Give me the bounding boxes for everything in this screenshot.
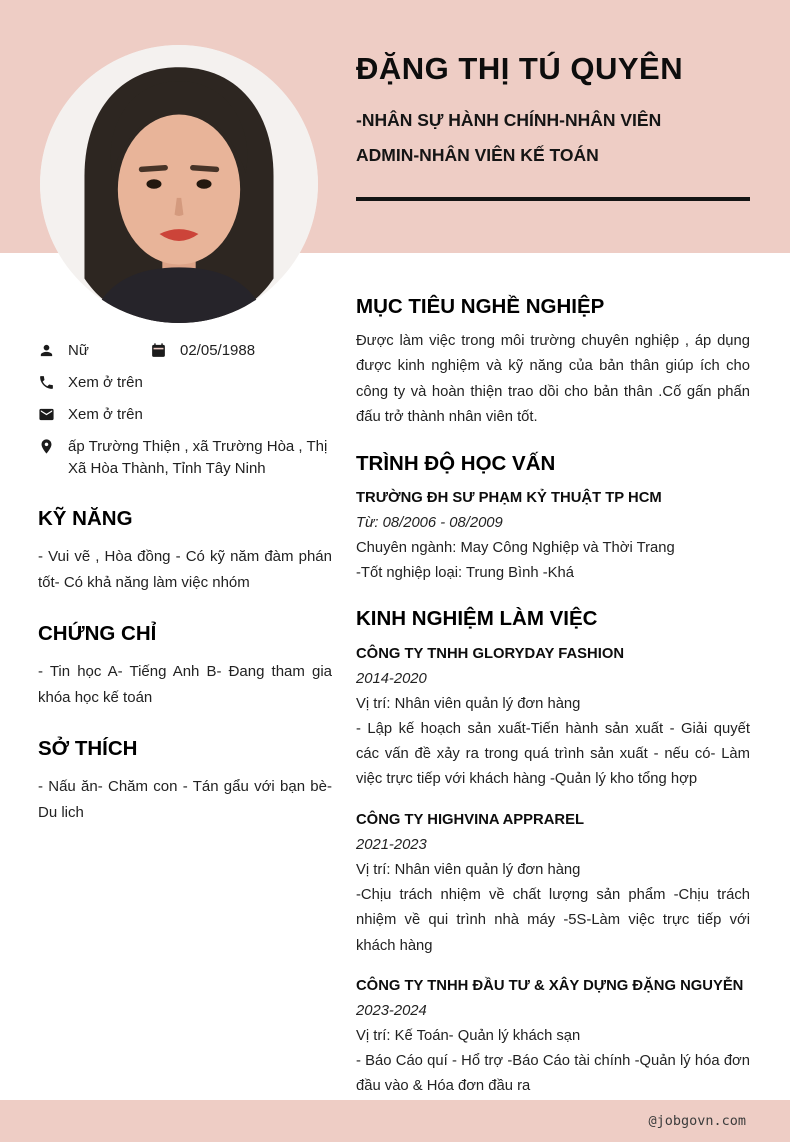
gender-value: Nữ [68, 342, 89, 359]
portrait-illustration [40, 45, 318, 323]
job-position: Vị trí: Nhân viên quản lý đơn hàng [356, 695, 581, 712]
education-major: Chuyên ngành: May Công Nghiệp và Thời Trang [356, 539, 675, 556]
hobbies-body: - Nấu ăn- Chăm con - Tán gẩu với bạn bè- Du lich [38, 778, 332, 821]
candidate-title [356, 103, 750, 173]
email-value: Xem ở trên [68, 406, 143, 423]
job-position: Vị trí: Kế Toán- Quản lý khách sạn [356, 1028, 581, 1045]
job-company: CÔNG TY TNHH GLORYDAY FASHION [356, 645, 625, 662]
job-entry [356, 974, 750, 1100]
person-icon [38, 342, 55, 359]
education-section [356, 451, 750, 586]
dob-value: 02/05/1988 [180, 342, 256, 359]
phone-row [38, 372, 332, 394]
job-position: Vị trí: Nhân viên quản lý đơn hàng [356, 861, 581, 878]
address-value: ấp Trường Thiện , xã Trường Hòa , Thị Xã Hòa Thành, Tỉnh Tây Ninh [68, 438, 328, 477]
gender-pair [38, 340, 150, 362]
hobbies-title: SỞ THÍCH [38, 737, 138, 760]
footer-bar [0, 1100, 790, 1142]
certificates-title: CHỨNG CHỈ [38, 622, 157, 645]
job-period: 2014-2020 [356, 670, 427, 687]
phone-icon [38, 374, 55, 391]
education-title: TRÌNH ĐỘ HỌC VẤN [356, 451, 556, 475]
address-row [38, 436, 332, 480]
candidate-title-line2: ADMIN-NHÂN VIÊN KẾ TOÁN [356, 145, 599, 165]
objective-section [356, 294, 750, 431]
calendar-icon [150, 342, 167, 359]
header-divider [356, 197, 750, 201]
gender-dob-row [38, 340, 332, 362]
candidate-name: ĐẶNG THỊ TÚ QUYÊN [356, 51, 684, 86]
job-company: CÔNG TY HIGHVINA APPRAREL [356, 811, 585, 828]
job-entry [356, 642, 750, 793]
job-details: - Lập kế hoạch sản xuất-Tiến hành sản xuất - Giải quyết các vấn đề xảy ra trong quá trình sản xuất - nếu có- Làm việc trực tiếp với khách hàng -Quản lý kho tổng hợp [356, 720, 750, 788]
education-school: TRƯỜNG ĐH SƯ PHẠM KỶ THUẬT TP HCM [356, 489, 662, 506]
job-details: -Chịu trách nhiệm về chất lượng sản phẩm -Chịu trách nhiệm về qui trình nhà máy -5S-Làm việc trực tiếp với khách hàng [356, 886, 750, 954]
hobbies-section [38, 737, 332, 825]
job-period: 2023-2024 [356, 1003, 427, 1020]
skills-body: - Vui vẽ , Hòa đồng - Có kỹ năm đàm phán tốt- Có khả năng làm việc nhóm [38, 548, 332, 591]
email-row [38, 404, 332, 426]
education-entry [356, 486, 750, 586]
skills-title: KỸ NĂNG [38, 507, 133, 530]
certificates-body: - Tin học A- Tiếng Anh B- Đang tham gia khóa học kế toán [38, 663, 332, 706]
header-text-block [356, 50, 750, 201]
job-period: 2021-2023 [356, 836, 427, 853]
education-grade: -Tốt nghiệp loại: Trung Bình -Khá [356, 564, 574, 581]
job-company: CÔNG TY TNHH ĐẦU TƯ & XÂY DỰNG ĐẶNG NGUYỄN [356, 978, 744, 995]
candidate-title-line1: -NHÂN SỰ HÀNH CHÍNH-NHÂN VIÊN [356, 110, 662, 130]
email-icon [38, 406, 55, 423]
certificates-section [38, 622, 332, 710]
profile-photo [40, 45, 318, 323]
experience-title: KINH NGHIỆM LÀM VIỆC [356, 606, 598, 630]
education-period: Từ: 08/2006 - 08/2009 [356, 514, 503, 531]
watermark-text: @jobgovn.com [648, 1113, 746, 1129]
objective-title: MỤC TIÊU NGHỀ NGHIỆP [356, 295, 605, 318]
location-pin-icon [38, 438, 55, 455]
phone-value: Xem ở trên [68, 374, 143, 391]
experience-section [356, 606, 750, 1100]
job-entry [356, 808, 750, 959]
skills-section [38, 507, 332, 595]
left-column [38, 340, 332, 825]
objective-body: Được làm việc trong môi trường chuyên nghiệp , áp dụng được kinh nghiệm và kỹ năng của bản thân giúp ích cho công ty và hoàn thiện trao dồi cho bản thân .Cố gấn phấn đấu trở thành nhân viên tốt. [356, 333, 750, 426]
dob-pair [150, 340, 255, 362]
job-details: - Báo Cáo quí - Hổ trợ -Báo Cáo tài chính -Quản lý hóa đơn đầu vào & Hóa đơn đầu ra [356, 1053, 750, 1095]
right-column [356, 294, 750, 1100]
